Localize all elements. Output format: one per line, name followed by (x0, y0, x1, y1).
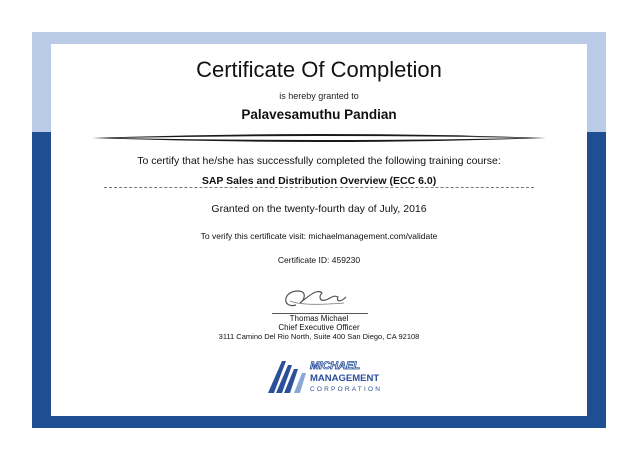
certify-statement: To certify that he/she has successfully completed the following training course: (137, 155, 501, 167)
logo-mark-icon (268, 361, 306, 393)
ornamental-divider (92, 132, 546, 144)
signer-name: Thomas Michael (289, 314, 349, 323)
granted-to-label: is hereby granted to (279, 91, 359, 101)
svg-text:MICHAEL: MICHAEL (310, 360, 361, 372)
michael-management-logo (268, 355, 398, 395)
recipient-name: Palavesamuthu Pandian (241, 107, 397, 122)
certificate-title: Certificate Of Completion (196, 57, 442, 82)
certificate-id: Certificate ID: 459230 (277, 255, 361, 265)
granted-date: Granted on the twenty-fourth day of July, 2016 (211, 203, 427, 215)
svg-text:CORPORATION: CORPORATION (310, 386, 383, 393)
company-address: 3111 Camino Del Rio North, Suite 400 San Diego, CA 92108 (218, 332, 420, 341)
verify-text: To verify this certificate visit: michaelmanagement.com/validate (200, 231, 438, 241)
course-name: SAP Sales and Distribution Overview (ECC 6.0) (201, 175, 437, 187)
course-underline (104, 187, 534, 188)
svg-text:MANAGEMENT: MANAGEMENT (310, 373, 380, 384)
signer-title: Chief Executive Officer (278, 323, 360, 332)
signature-image (278, 283, 358, 313)
